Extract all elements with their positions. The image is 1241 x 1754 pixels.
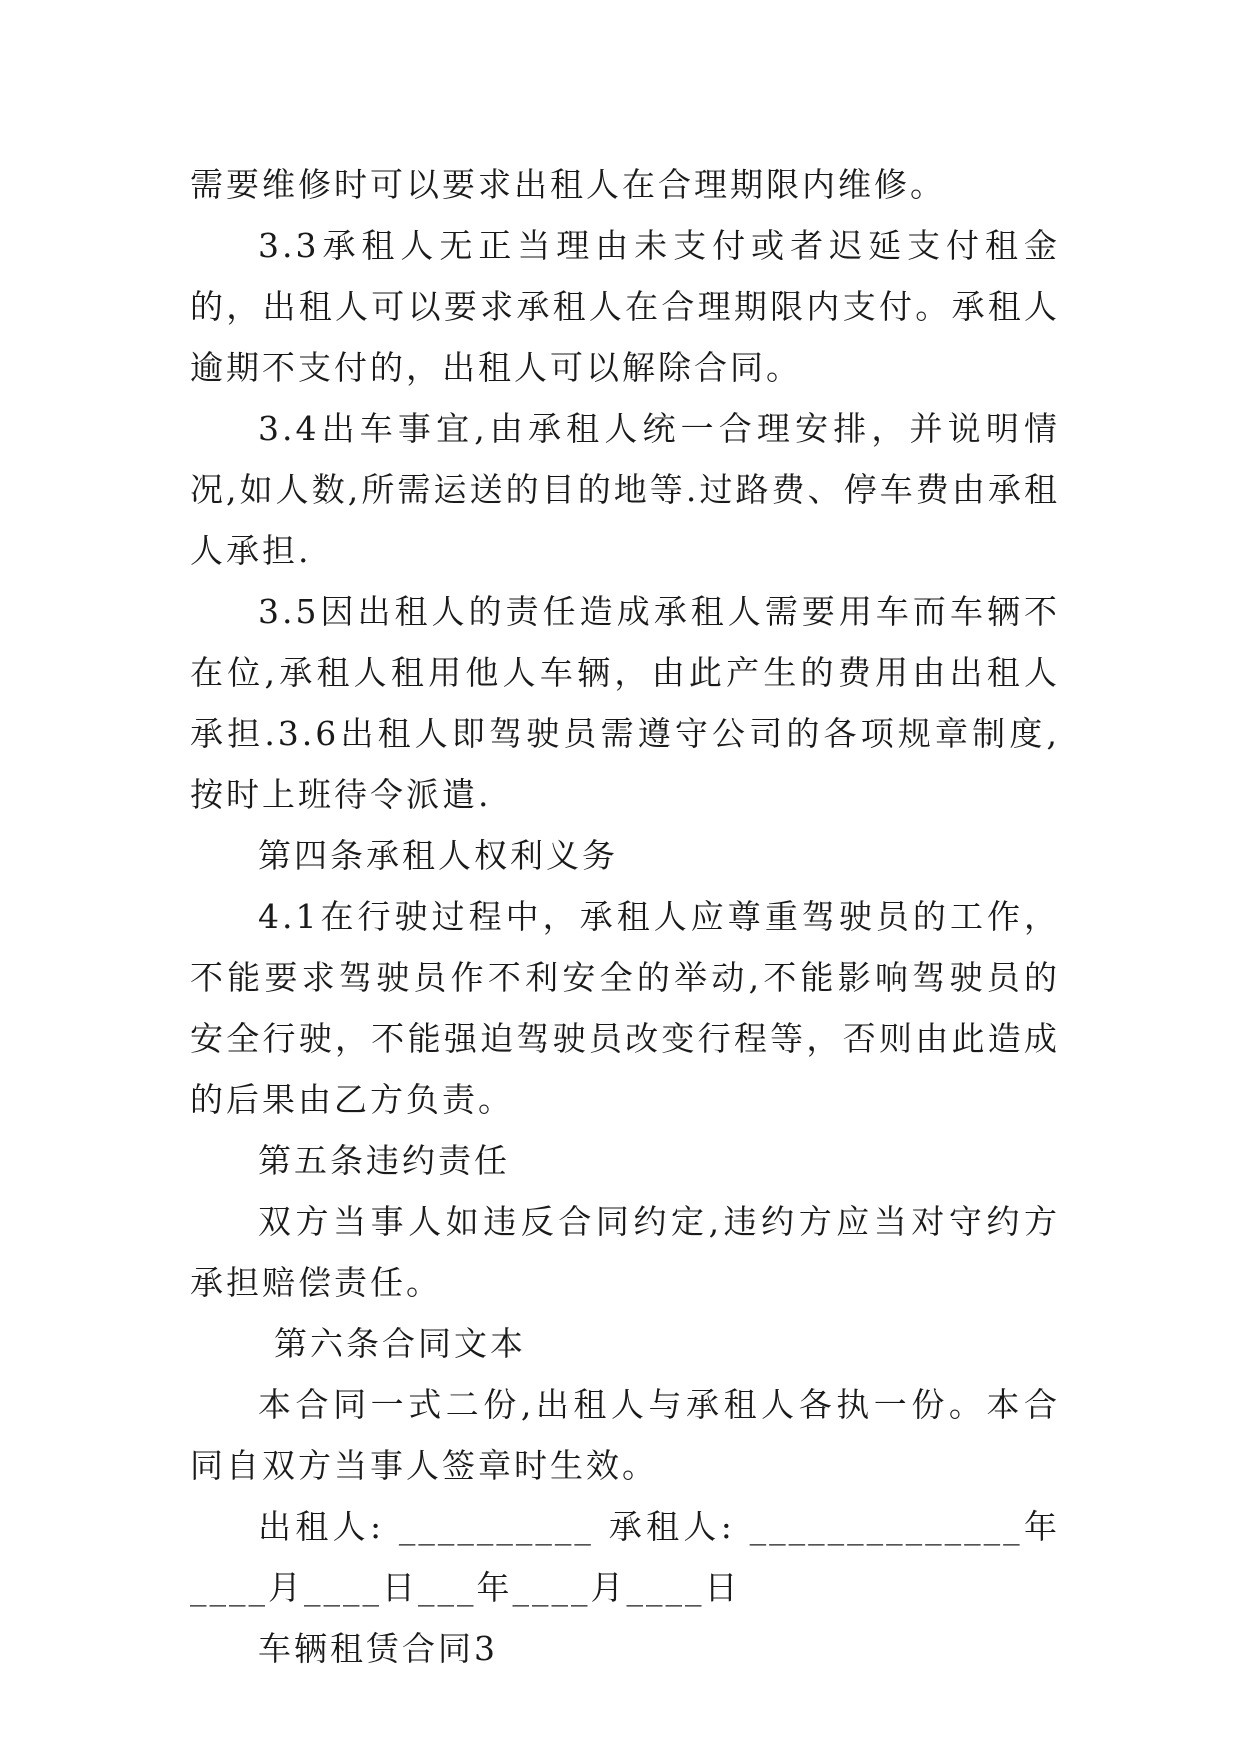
signature-line: 出租人: __________ 承租人: ______________年____月____日___年____月____日 [190, 1507, 1060, 1607]
clause-3-4: 3.4出车事宜,由承租人统一合理安排，并说明情况,如人数,所需运送的目的地等.过路费、停车费由承租人承担. [190, 409, 1060, 570]
clause-4-1: 4.1在行驶过程中，承租人应尊重驾驶员的工作，不能要求驾驶员作不利安全的举动,不能影响驾驶员的安全行驶，不能强迫驾驶员改变行程等，否则由此造成的后果由乙方负责。 [190, 897, 1060, 1119]
section-heading-4: 第四条承租人权利义务 [258, 836, 618, 875]
section-heading-6: 第六条合同文本 [274, 1324, 526, 1363]
next-contract-title: 车辆租赁合同3 [258, 1629, 498, 1668]
breach-clause: 双方当事人如违反合同约定,违约方应当对守约方承担赔偿责任。 [190, 1202, 1060, 1302]
clause-3-3: 3.3承租人无正当理由未支付或者迟延支付租金的，出租人可以要求承租人在合理期限内支付。承租人逾期不支付的，出租人可以解除合同。 [190, 226, 1060, 387]
clause-3-5: 3.5因出租人的责任造成承租人需要用车而车辆不在位,承租人租用他人车辆，由此产生的费用由出租人承担.3.6出租人即驾驶员需遵守公司的各项规章制度,按时上班待令派遣. [190, 592, 1060, 814]
paragraph-continuation: 需要维修时可以要求出租人在合理期限内维修。 [190, 165, 946, 204]
document-body [190, 154, 1060, 1679]
section-heading-5: 第五条违约责任 [258, 1141, 510, 1180]
copies-clause: 本合同一式二份,出租人与承租人各执一份。本合同自双方当事人签章时生效。 [190, 1385, 1060, 1485]
